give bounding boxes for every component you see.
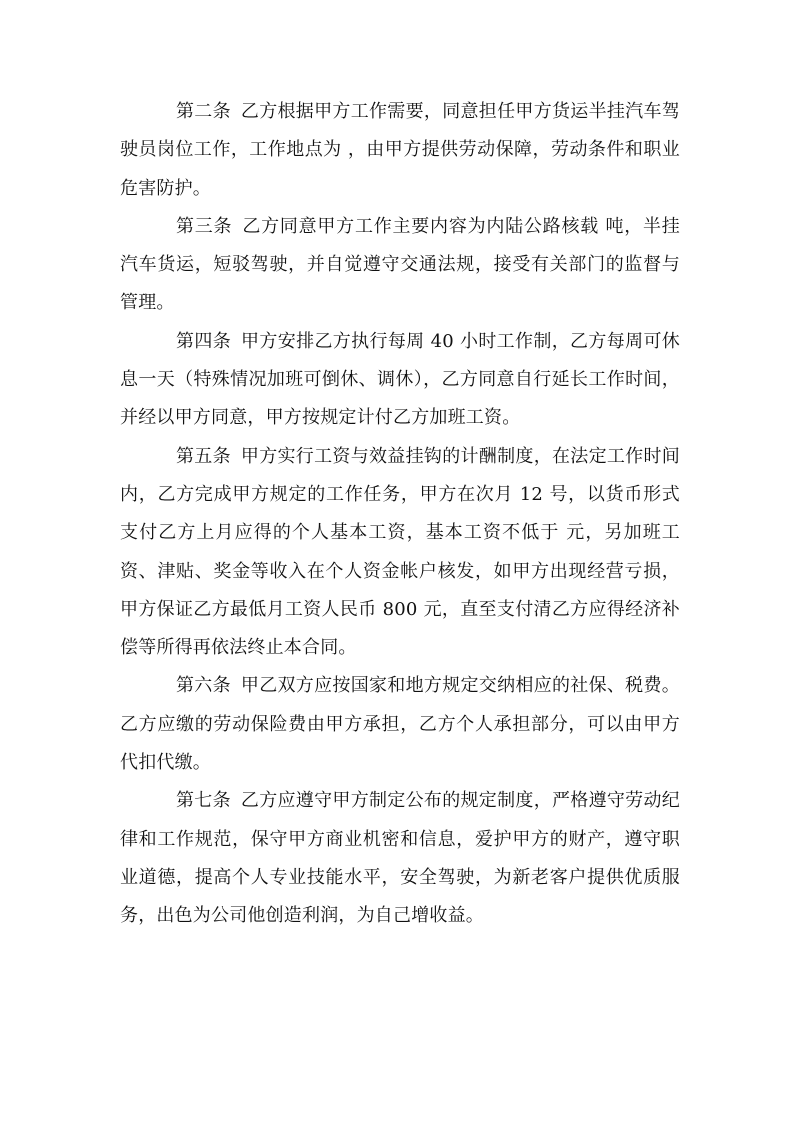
article-6-paragraph: [120, 667, 680, 782]
article-3-number: 第三条: [176, 215, 233, 237]
article-4-number: 第四条: [176, 330, 232, 352]
article-3-paragraph: [120, 208, 680, 323]
article-7-paragraph: [120, 782, 680, 935]
article-7-text: 乙方应遵守甲方制定公布的规定制度，严格遵守劳动纪律和工作规范，保守甲方商业机密和信息，爱护甲方的财产，遵守职业道德，提高个人专业技能水平，安全驾驶，为新老客户提供优质服务，出色为公司他创造利润，为自己增收益。: [120, 790, 680, 927]
article-7-number: 第七条: [176, 790, 231, 812]
article-2-number: 第二条: [176, 101, 231, 122]
document-body: [120, 93, 680, 936]
article-2-text: 乙方根据甲方工作需要，同意担任甲方货运半挂汽车驾驶员岗位工作，工作地点为 ，由甲方提供劳动保障，劳动条件和职业危害防护。: [120, 101, 680, 199]
article-4-text: 甲方安排乙方执行每周 40 小时工作制，乙方每周可休息一天（特殊情况加班可倒休、调休），乙方同意自行延长工作时间，并经以甲方同意，甲方按规定计付乙方加班工资。: [120, 330, 680, 429]
article-3-text: 乙方同意甲方工作主要内容为内陆公路核载 吨，半挂汽车货运，短驳驾驶，并自觉遵守交通法规，接受有关部门的监督与管理。: [120, 215, 680, 314]
article-6-number: 第六条: [176, 675, 231, 697]
article-5-text: 甲方实行工资与效益挂钩的计酬制度，在法定工作时间内，乙方完成甲方规定的工作任务，甲方在次月 12 号，以货币形式支付乙方上月应得的个人基本工资，基本工资不低于 元，另加班工资、津贴、奖金等收入在个人资金帐户核发，如甲方出现经营亏损，甲方保证乙方最低月工资人民币 800 元，直至支付清乙方应得经济补偿等所得再依法终止本合同。: [120, 445, 680, 659]
article-6-text: 甲乙双方应按国家和地方规定交纳相应的社保、税费。乙方应缴的劳动保险费由甲方承担，乙方个人承担部分，可以由甲方代扣代缴。: [120, 675, 680, 774]
article-2-paragraph: [120, 93, 680, 208]
article-5-paragraph: [120, 438, 680, 668]
article-4-paragraph: [120, 323, 680, 438]
article-5-number: 第五条: [176, 445, 231, 467]
